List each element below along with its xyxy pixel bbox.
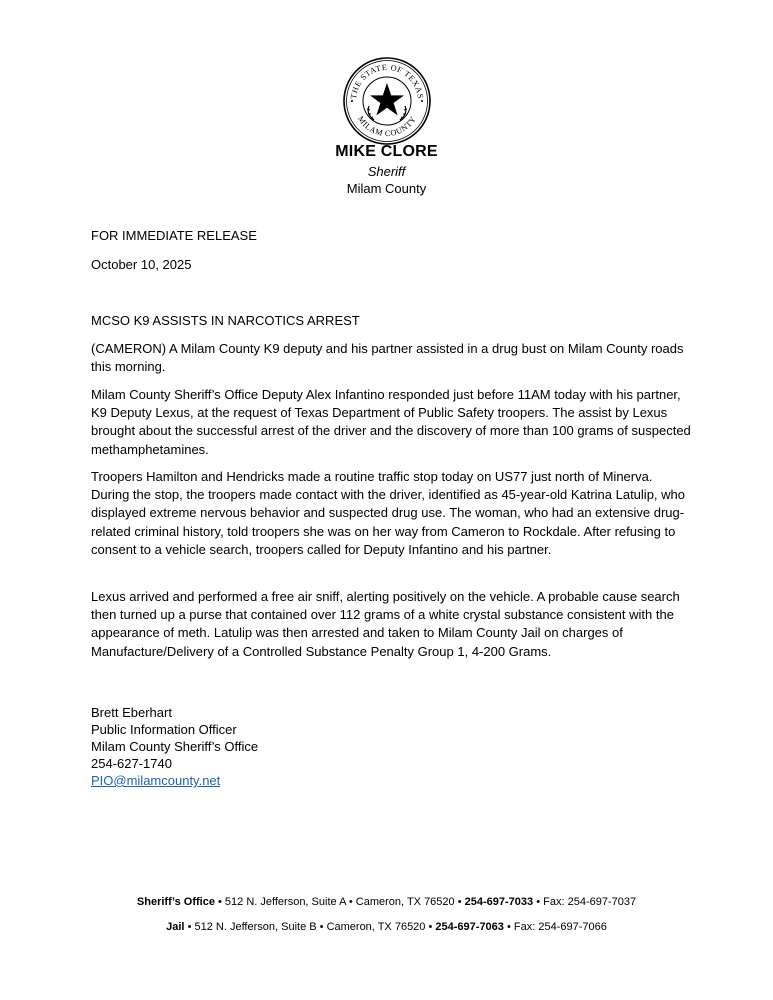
footer-sheriff-office bbox=[0, 896, 773, 908]
headline: MCSO K9 ASSISTS IN NARCOTICS ARREST bbox=[91, 313, 360, 328]
paragraph-1: (CAMERON) A Milam County K9 deputy and his partner assisted in a drug bust on Milam County roads this morning. bbox=[91, 341, 684, 375]
paragraph-2: Milam County Sheriff’s Office Deputy Alex Infantino responded just before 11AM today with his partner, K9 Deputy Lexus, at the request of Texas Department of Public Safety troopers. The assist by Lexus brought about the successful arrest of the driver and the discovery of more than 100 grams of suspected methamphetamines. bbox=[91, 387, 691, 457]
footer-separator: • bbox=[536, 896, 541, 908]
footer-jail-city: Cameron, TX 76520 bbox=[326, 921, 426, 933]
footer-sheriff-phone: 254-697-7033 bbox=[464, 896, 534, 908]
release-label: FOR IMMEDIATE RELEASE bbox=[91, 228, 257, 243]
signature-name: Brett Eberhart bbox=[91, 705, 172, 720]
seal-inner-text: MILAM COUNTY bbox=[355, 114, 419, 139]
footer-sheriff-fax: Fax: 254-697-7037 bbox=[543, 896, 637, 908]
seal-outer-text: THE STATE OF TEXAS bbox=[349, 62, 425, 100]
footer-jail bbox=[0, 921, 773, 933]
seal-star-icon bbox=[370, 83, 404, 115]
county-name: Milam County bbox=[346, 181, 427, 196]
signature-title: Public Information Officer bbox=[91, 722, 237, 737]
footer-sheriff-address: 512 N. Jefferson, Suite A bbox=[224, 896, 346, 908]
sheriff-name: MIKE CLORE bbox=[335, 143, 438, 160]
county-seal-graphic bbox=[342, 56, 432, 146]
paragraph-4: Lexus arrived and performed a free air sniff, alerting positively on the vehicle. A probable cause search then turned up a purse that contained over 112 grams of a white crystal substance consistent with the appearance of meth. Latulip was then arrested and taken to Milam County Jail on charges of Manufacture/Delivery of a Controlled Substance Penalty Group 1, 4-200 Grams. bbox=[91, 589, 680, 659]
sheriff-title: Sheriff bbox=[367, 164, 406, 179]
signature-email-link[interactable]: PIO@milamcounty.net bbox=[91, 773, 221, 788]
signature-phone: 254-627-1740 bbox=[91, 756, 172, 771]
footer-separator: • bbox=[187, 921, 192, 933]
paragraph-3: Troopers Hamilton and Hendricks made a routine traffic stop today on US77 just north of Minerva. During the stop, the troopers made contact with the driver, identified as 45-year-old Katrina Latulip, who displayed extreme nervous behavior and suspected drug use. The woman, who had an extensive drug-related criminal history, told troopers she was on her way from Cameron to Rockdale. After refusing to consent to a vehicle search, troopers called for Deputy Infantino and his partner. bbox=[91, 469, 685, 557]
signature-block bbox=[91, 704, 258, 789]
footer-sheriff-city: Cameron, TX 76520 bbox=[355, 896, 455, 908]
footer-separator: • bbox=[218, 896, 222, 908]
footer-jail-address: 512 N. Jefferson, Suite B bbox=[194, 921, 317, 933]
footer-separator: • bbox=[506, 921, 511, 933]
county-seal bbox=[342, 56, 432, 146]
footer-jail-fax: Fax: 254-697-7066 bbox=[513, 921, 607, 933]
footer-separator: • bbox=[428, 921, 433, 933]
signature-office: Milam County Sheriff’s Office bbox=[91, 739, 259, 754]
footer-sheriff-label: Sheriff’s Office bbox=[136, 896, 215, 908]
footer-separator: • bbox=[457, 896, 462, 908]
release-date: October 10, 2025 bbox=[91, 257, 192, 272]
footer-separator: • bbox=[348, 896, 353, 908]
footer-jail-label: Jail bbox=[166, 921, 185, 933]
footer-jail-phone: 254-697-7063 bbox=[435, 921, 504, 933]
footer-separator: • bbox=[319, 921, 324, 933]
